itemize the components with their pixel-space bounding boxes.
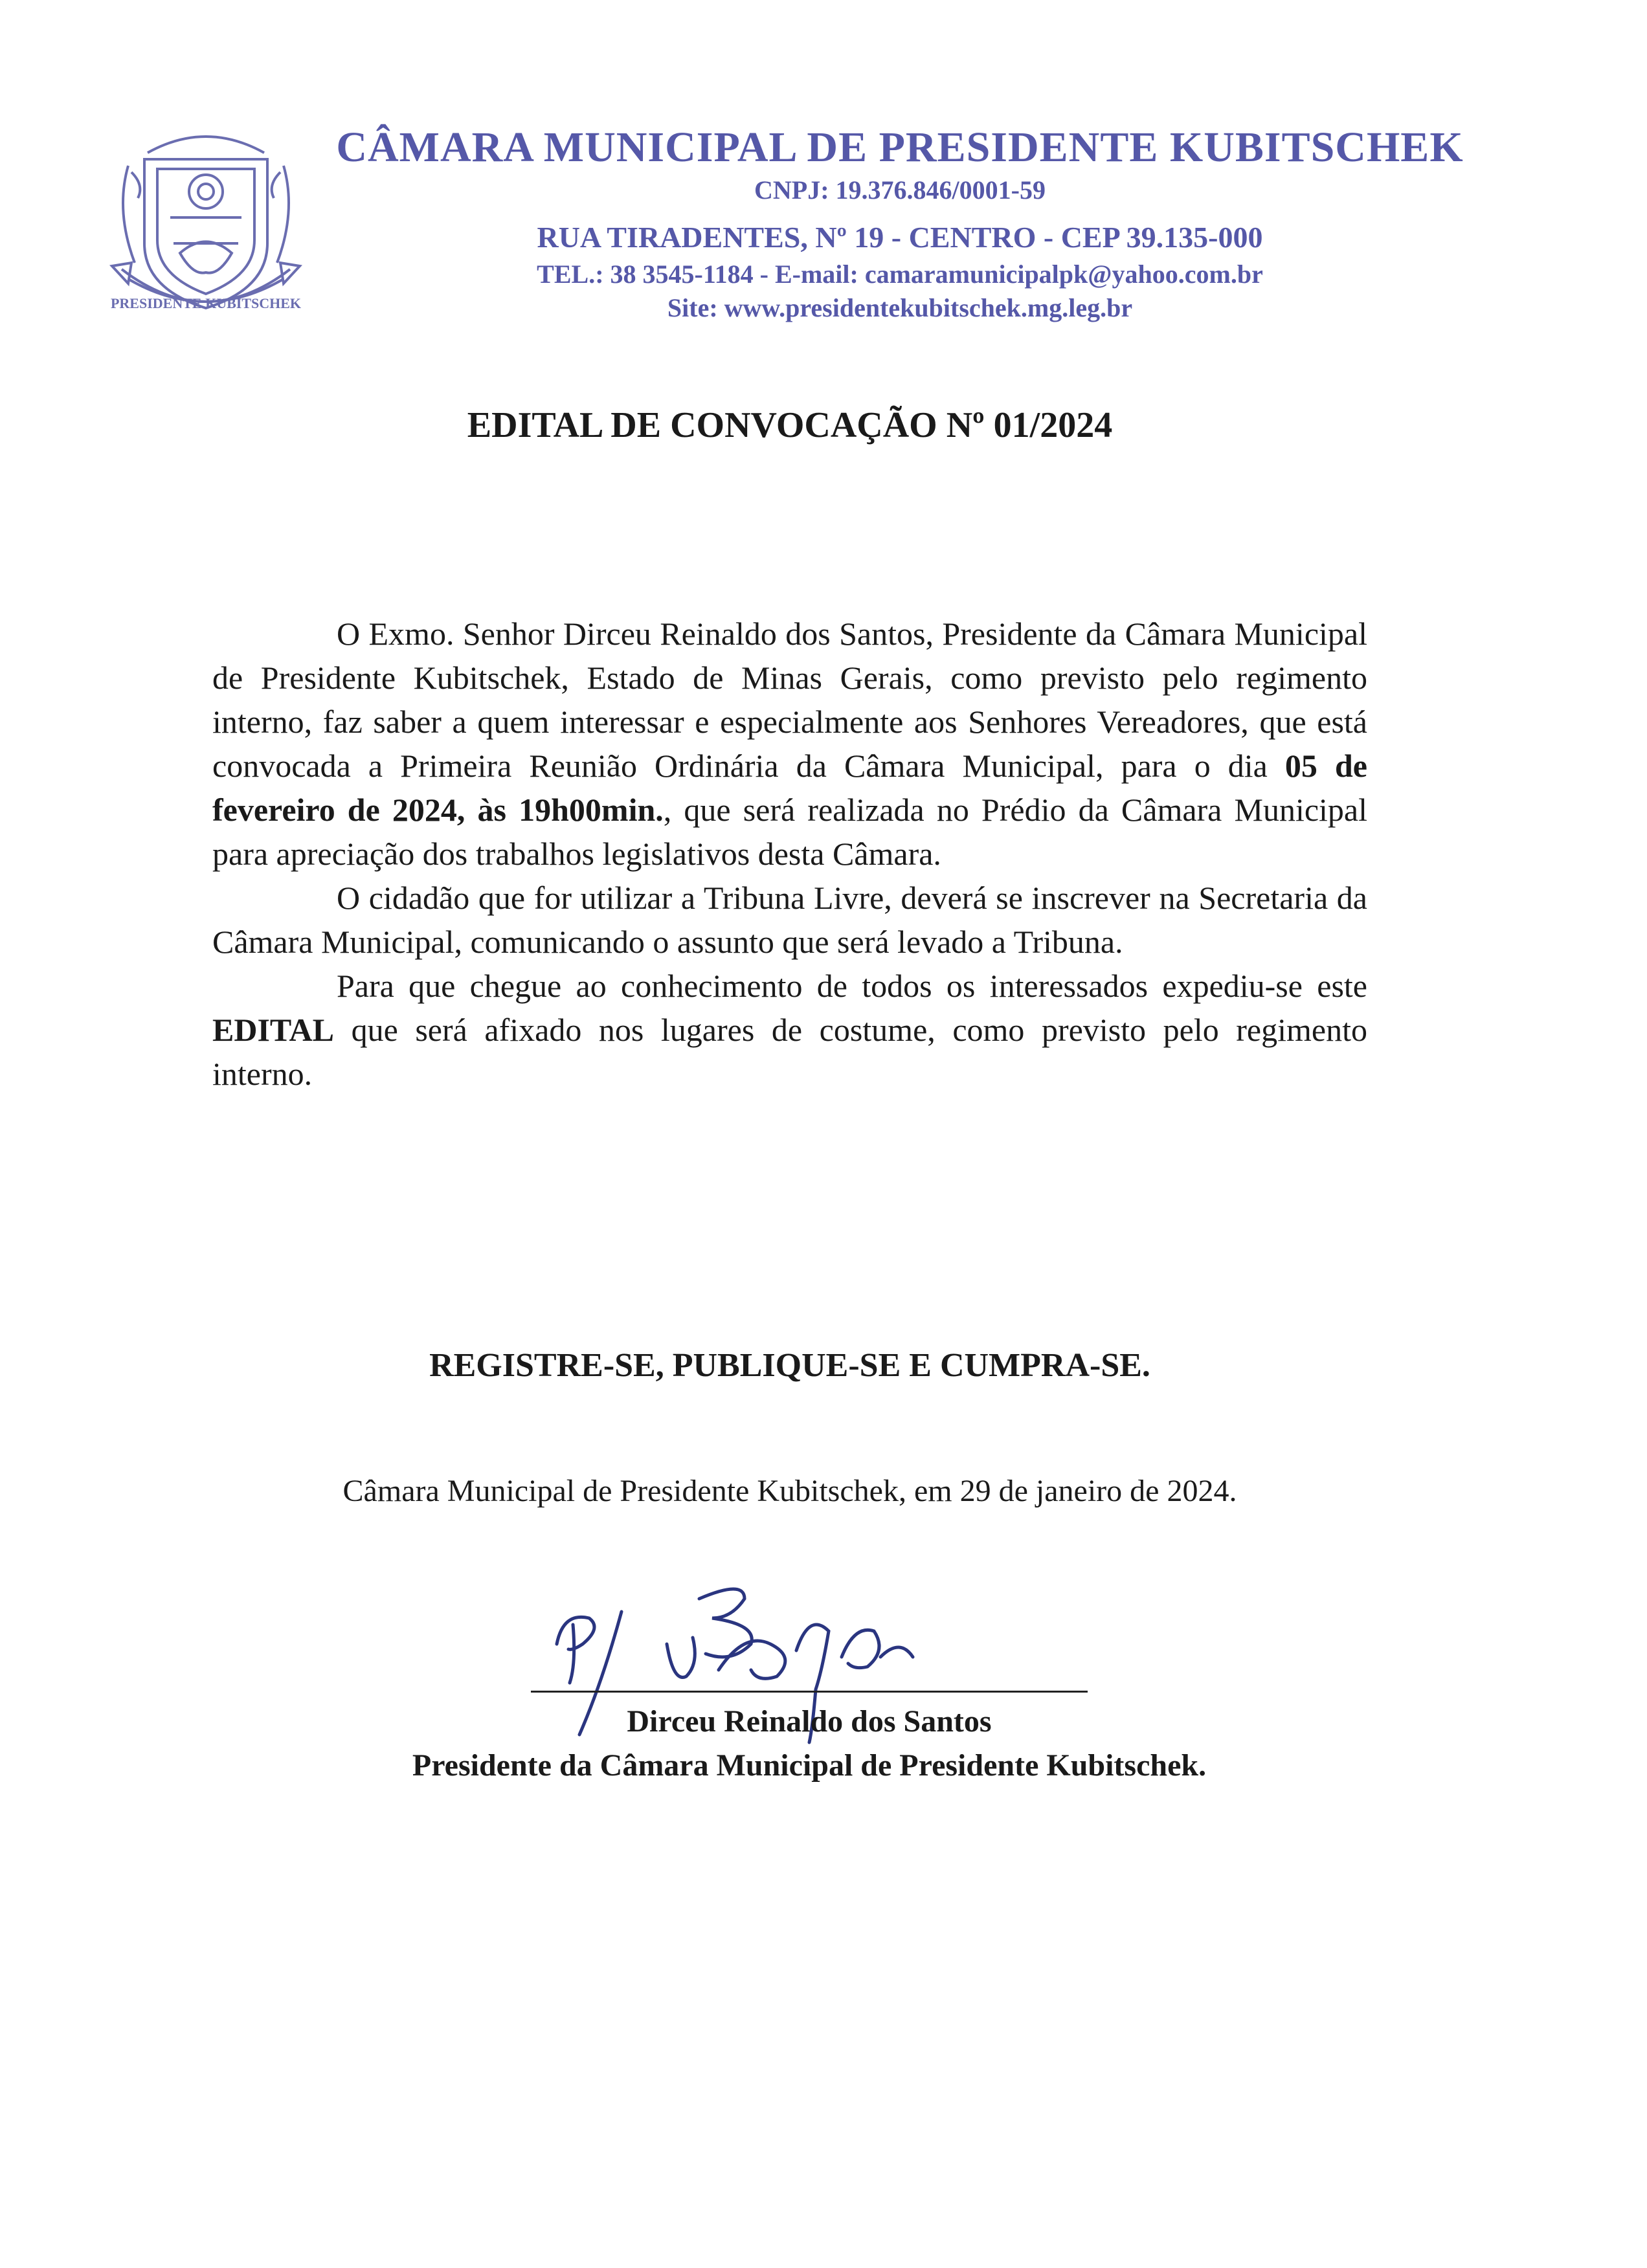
paragraph-tribuna: O cidadão que for utilizar a Tribuna Livre, deverá se inscrever na Secretaria da Câmara Municipal, comunicando o assunto que será levado a Tribuna. [212,880,1367,960]
order-statement: REGISTRE-SE, PUBLIQUE-SE E CUMPRA-SE. [429,1347,1150,1384]
meeting-date: 05 de fevereiro de 2024, às 19h00min. [212,748,1367,828]
contact-info: TEL.: 38 3545-1184 - E-mail: camaramunicipalpk@yahoo.com.br [537,260,1263,289]
signer-role: Presidente da Câmara Municipal de Presidente Kubitschek. [412,1748,1207,1783]
document-body [212,612,1367,1096]
svg-text:P/: P/ [550,1665,556,1672]
website: Site: www.presidentekubitschek.mg.leg.br [667,293,1133,322]
edital-word: EDITAL [212,1012,335,1048]
cnpj: CNPJ: 19.376.846/0001-59 [754,175,1046,205]
municipal-crest-logo [109,114,303,334]
paragraph-publication: Para que chegue ao conhecimento de todos os interessados expediu-se este EDITAL que será afixado nos lugares de costume, como previsto pelo regimento interno. [212,968,1367,1092]
paragraph-convocation: O Exmo. Senhor Dirceu Reinaldo dos Santos, Presidente da Câmara Municipal de Presidente Kubitschek, Estado de Minas Gerais, como previsto pelo regimento interno, faz saber a quem interessar e especialmente aos Senhores Vereadores, que está convocada a Primeira Reunião Ordinária da Câmara Municipal, para o dia 05 de fevereiro de 2024, às 19h00min., que será realizada no Prédio da Câmara Municipal para apreciação dos trabalhos legislativos desta Câmara. [212,616,1367,872]
address: RUA TIRADENTES, Nº 19 - CENTRO - CEP 39.135-000 [537,221,1263,254]
institution-name: CÂMARA MUNICIPAL DE PRESIDENTE KUBITSCHEK [336,124,1464,171]
signature-line [531,1691,1088,1693]
place-and-date: Câmara Municipal de Presidente Kubitschek, em 29 de janeiro de 2024. [342,1474,1237,1508]
document-title: EDITAL DE CONVOCAÇÃO Nº 01/2024 [467,405,1113,445]
signer-name: Dirceu Reinaldo dos Santos [627,1704,992,1739]
crest-text: PRESIDENTE KUBITSCHEK [110,295,302,311]
